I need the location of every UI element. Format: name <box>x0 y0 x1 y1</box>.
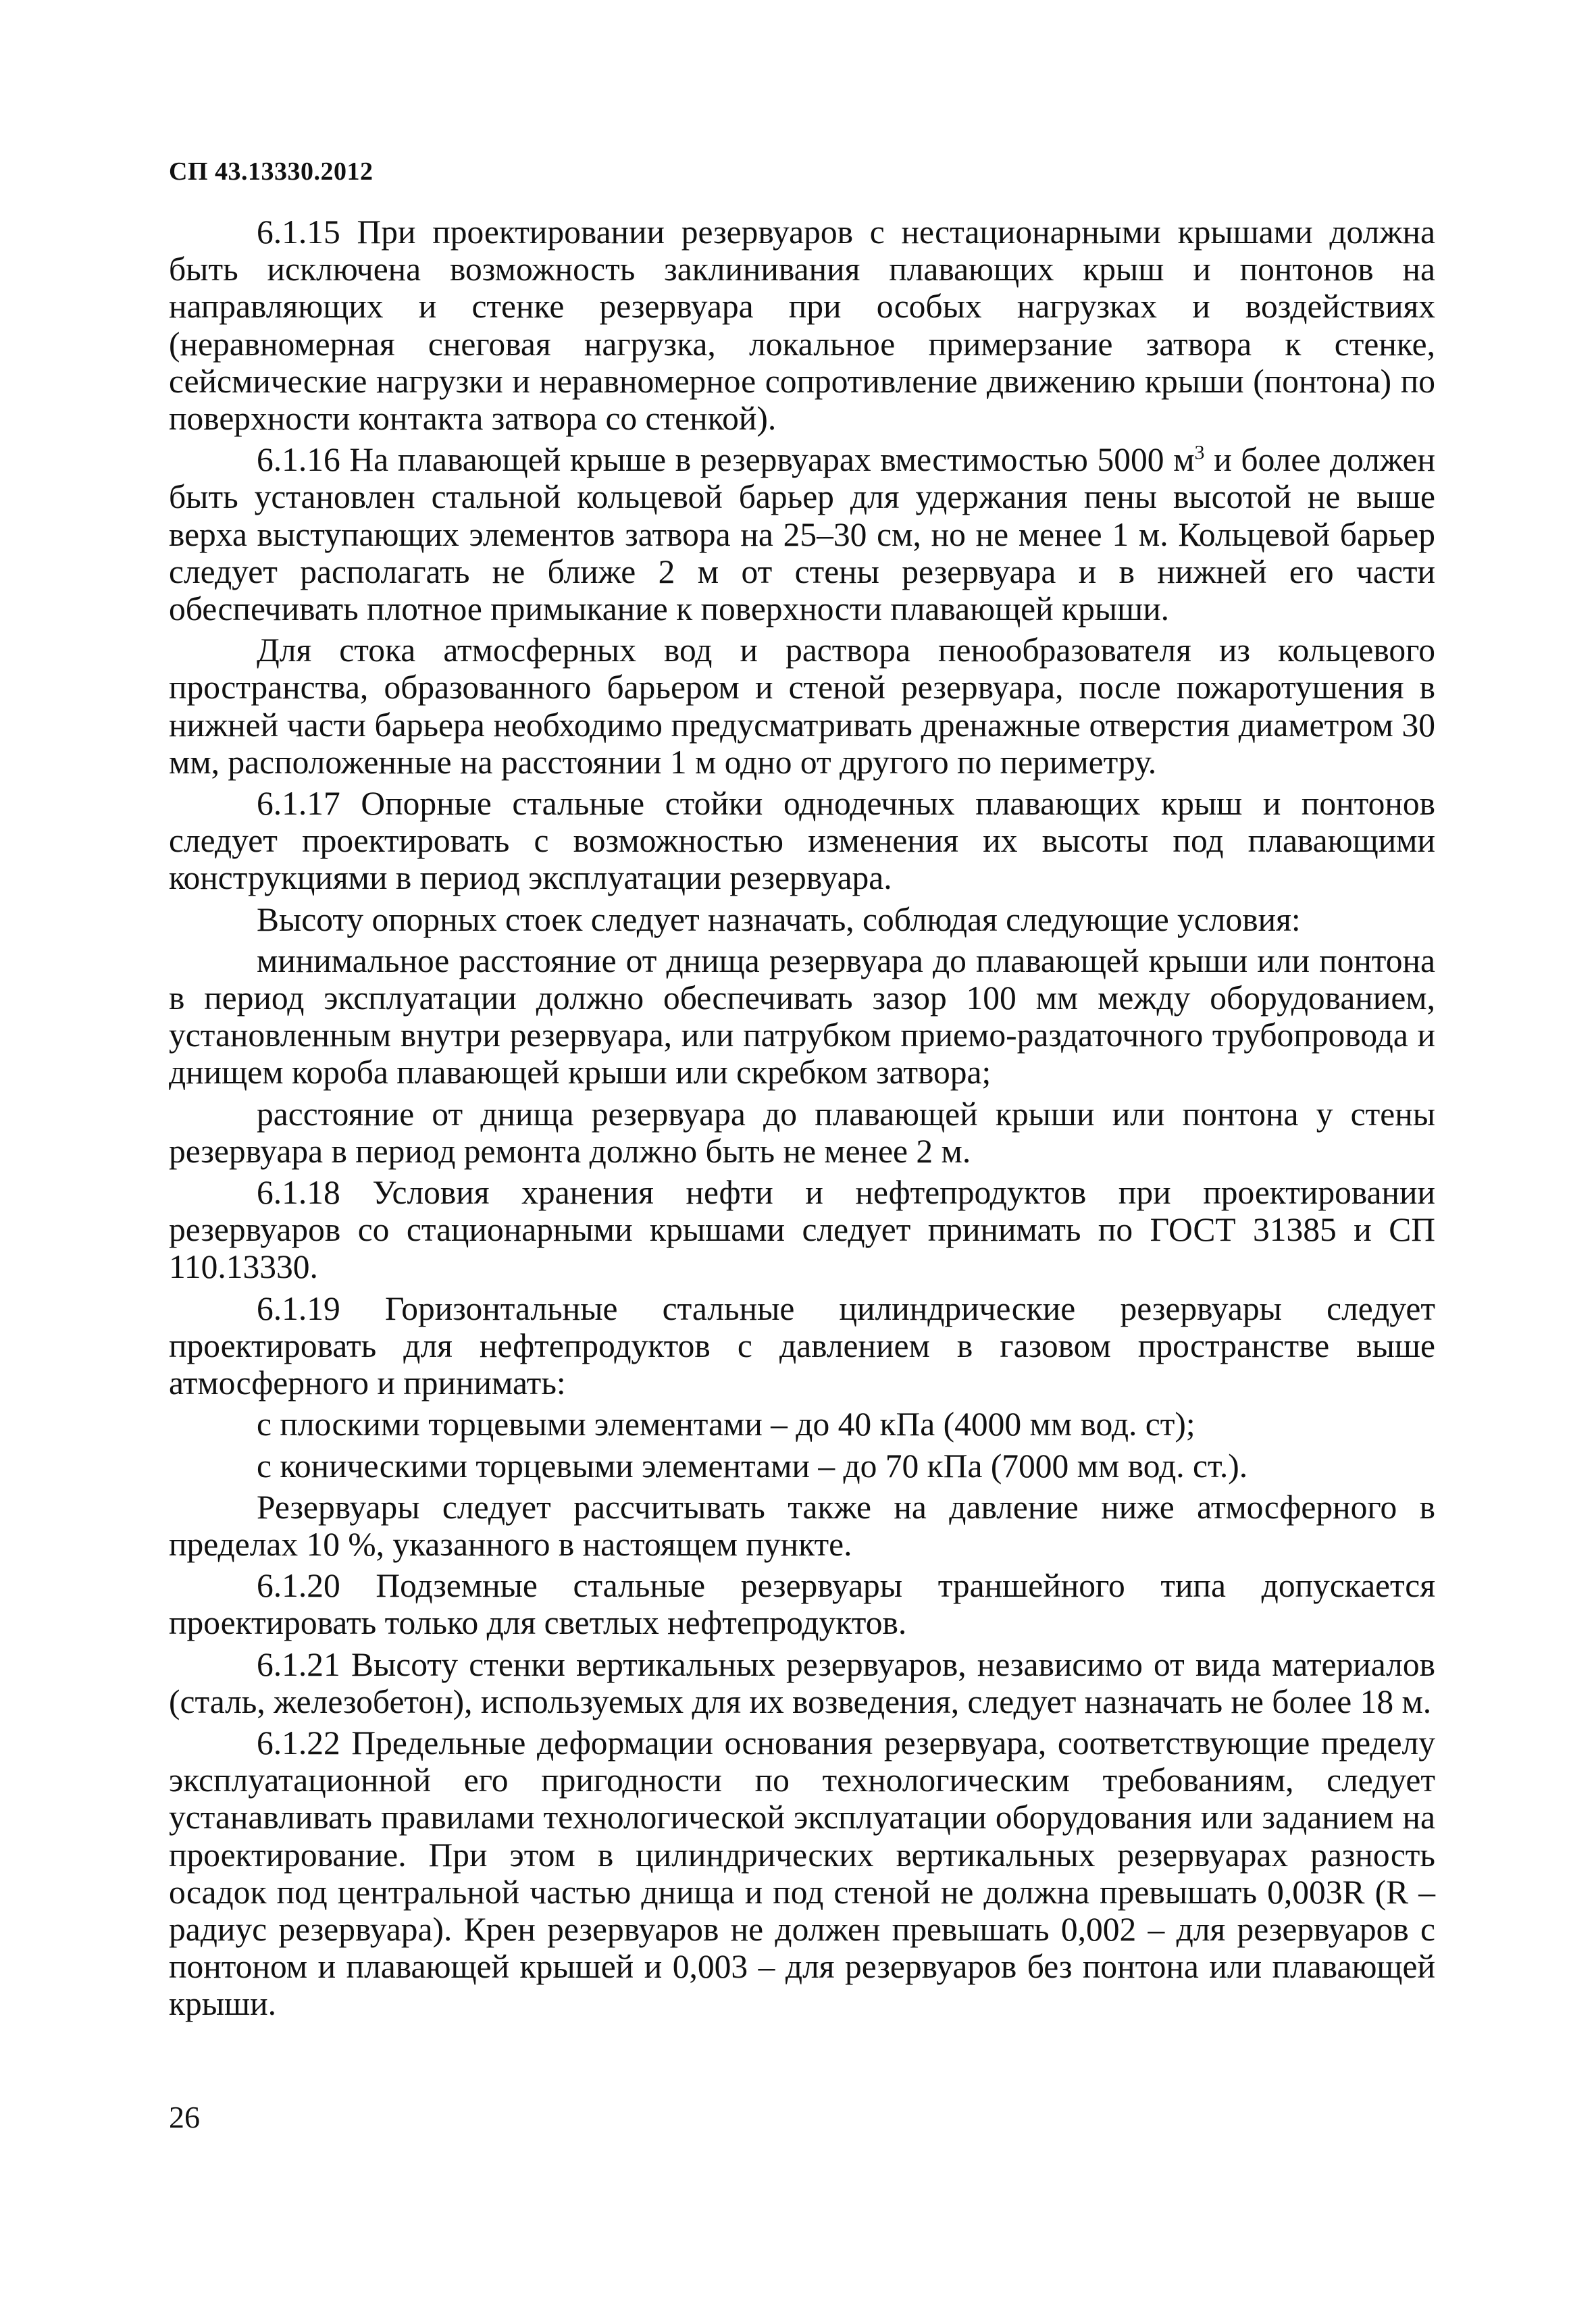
paragraph-6-1-21: 6.1.21 Высоту стенки вертикальных резервуаров, независимо от вида материалов (сталь, железобетон), используемых для их возведения, следует назначать не более 18 м. <box>169 1645 1435 1720</box>
paragraph-6-1-22: 6.1.22 Предельные деформации основания резервуара, соответствующие пределу эксплуатационной его пригодности по технологическим требованиям, следует устанавливать правилами технологической эксплуатации оборудования или заданием на проектирование. При этом в цилиндрических вертикальных резервуарах разность осадок под центральной частью днища и под стеной не должна превышать 0,003R (R – радиус резервуара). Крен резервуаров не должен превышать 0,002 – для резервуаров с понтоном и плавающей крышей и 0,003 – для резервуаров без понтона или плавающей крыши. <box>169 1724 1435 2023</box>
paragraph-min-distance: минимальное расстояние от днища резервуара до плавающей крыши или понтона в период эксплуатации должно обеспечивать зазор 100 мм между оборудованием, установленным внутри резервуара, или патрубком приемо-раздаточного трубопровода и днищем короба плавающей крыши или скребком затвора; <box>169 942 1435 1091</box>
paragraph-6-1-15: 6.1.15 При проектировании резервуаров с нестационарными крышами должна быть исключена возможность заклинивания плавающих крыш и понтонов на направляющих и стенке резервуара при особых нагрузках и воздействиях (неравномерная снеговая нагрузка, локальное примерзание затвора к стенке, сейсмические нагрузки и неравномерное сопротивление движению крыши (понтона) по поверхности контакта затвора со стенкой). <box>169 213 1435 438</box>
paragraph-below-atmospheric: Резервуары следует рассчитывать также на давление ниже атмосферного в пределах 10 %, указанного в настоящем пункте. <box>169 1488 1435 1563</box>
paragraph-flat-elements: с плоскими торцевыми элементами – до 40 кПа (4000 мм вод. ст); <box>257 1406 1195 1443</box>
paragraph-support-height: Высоту опорных стоек следует назначать, соблюдая следующие условия: <box>257 900 1301 938</box>
paragraph-6-1-16 <box>169 441 1435 627</box>
document-header: СП 43.13330.2012 <box>169 157 374 186</box>
superscript-cubic: 3 <box>1194 441 1205 464</box>
paragraph-6-1-20: 6.1.20 Подземные стальные резервуары траншейного типа допускается проектировать только для светлых нефтепродуктов. <box>169 1567 1435 1642</box>
page-number: 26 <box>169 2100 200 2134</box>
paragraph-drainage: Для стока атмосферных вод и раствора пенообразователя из кольцевого пространства, образованного барьером и стеной резервуара, после пожаротушения в нижней части барьера необходимо предусматривать дренажные отверстия диаметром 30 мм, расположенные на расстоянии 1 м одно от другого по периметру. <box>169 632 1435 781</box>
paragraph-6-1-18: 6.1.18 Условия хранения нефти и нефтепродуктов при проектировании резервуаров со стационарными крышами следует принимать по ГОСТ 31385 и СП 110.13330. <box>169 1174 1435 1286</box>
paragraph-6-1-16-rest: и более должен быть установлен стальной кольцевой барьер для удержания пены высотой не выше верха выступающих элементов затвора на 25–30 см, но не менее 1 м. Кольцевой барьер следует располагать не ближе 2 м от стены резервуара и в нижней его части обеспечивать плотное примыкание к поверхности плавающей крыши. <box>169 441 1435 628</box>
paragraph-repair-distance: расстояние от днища резервуара до плавающей крыши или понтона у стены резервуара в период ремонта должно быть не менее 2 м. <box>169 1095 1435 1170</box>
paragraph-conical-elements: с коническими торцевыми элементами – до 70 кПа (7000 мм вод. ст.). <box>257 1447 1248 1485</box>
paragraph-6-1-17: 6.1.17 Опорные стальные стойки однодечных плавающих крыш и понтонов следует проектировать с возможностью изменения их высоты под плавающими конструкциями в период эксплуатации резервуара. <box>169 785 1435 897</box>
paragraph-6-1-16-prefix: 6.1.16 На плавающей крыше в резервуарах вместимостью 5000 м <box>257 441 1195 479</box>
paragraph-6-1-19: 6.1.19 Горизонтальные стальные цилиндрические резервуары следует проектировать для нефтепродуктов с давлением в газовом пространстве выше атмосферного и принимать: <box>169 1289 1435 1402</box>
document-body <box>169 213 1435 2027</box>
